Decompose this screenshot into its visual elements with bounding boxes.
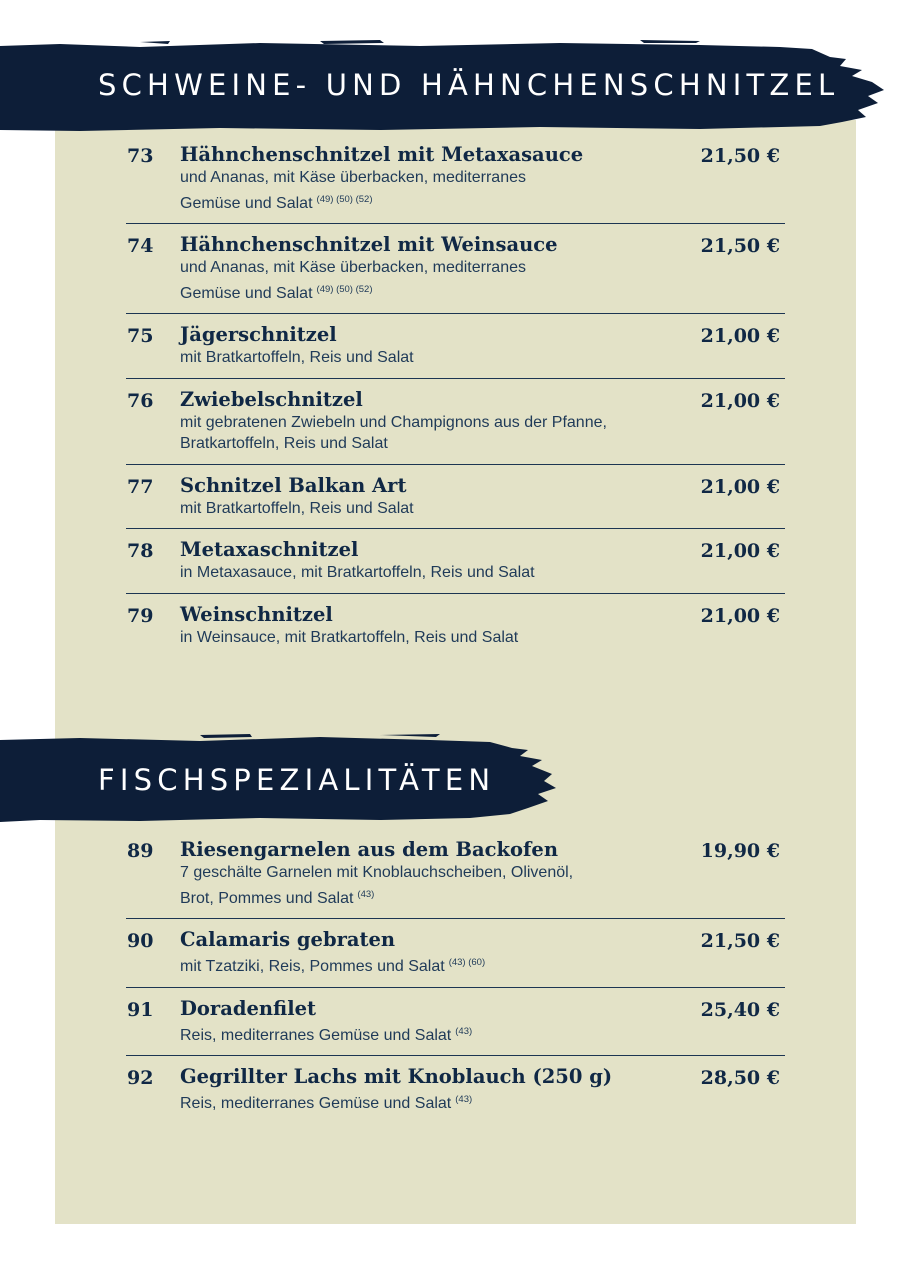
menu-list-fish xyxy=(126,829,785,1124)
menu-item xyxy=(126,379,785,465)
menu-item xyxy=(126,529,785,594)
item-price: 21,00 € xyxy=(700,325,780,347)
item-price: 21,50 € xyxy=(700,235,780,257)
item-name: Calamaris gebraten xyxy=(180,928,396,951)
item-description: Brot, Pommes und Salat $^{(43)}$ xyxy=(180,888,375,907)
item-number: 90 xyxy=(127,930,154,952)
section-title: SCHWEINE- UND HÄHNCHENSCHNITZEL xyxy=(98,68,840,102)
item-price: 28,50 € xyxy=(700,1067,780,1089)
menu-item xyxy=(126,988,785,1057)
menu-item xyxy=(126,594,785,658)
section-title: FISCHSPEZIALITÄTEN xyxy=(98,763,496,797)
item-allergens: (49) (50) (52) xyxy=(316,283,373,295)
item-allergens: (43) xyxy=(357,888,375,900)
menu-item xyxy=(126,1056,785,1124)
item-price: 19,90 € xyxy=(700,840,780,862)
item-price: 21,00 € xyxy=(700,475,780,498)
menu-item xyxy=(126,314,785,379)
item-number: 79 xyxy=(127,604,154,627)
item-description: Reis, mediterranes Gemüse und Salat $^{(43)}$ xyxy=(180,1094,473,1112)
item-number: 73 xyxy=(127,145,154,167)
menu-list-schnitzel xyxy=(126,134,785,657)
item-price: 21,00 € xyxy=(700,389,780,412)
item-number: 76 xyxy=(127,389,154,412)
item-name: Hähnchenschnitzel mit Metaxasauce xyxy=(180,143,584,166)
item-name: Riesengarnelen aus dem Backofen xyxy=(180,838,559,861)
item-name: Weinschnitzel xyxy=(180,602,333,626)
item-allergens: (49) (50) (52) xyxy=(316,193,373,205)
item-name: Gegrillter Lachs mit Knoblauch (250 g) xyxy=(180,1065,613,1088)
item-description: mit Bratkartoffeln, Reis und Salat xyxy=(180,499,414,517)
item-number: 91 xyxy=(127,998,154,1021)
item-price: 21,00 € xyxy=(700,540,780,562)
item-price: 21,50 € xyxy=(700,145,780,167)
item-description: in Metaxasauce, mit Bratkartoffeln, Reis und Salat xyxy=(180,564,535,581)
item-number: 75 xyxy=(127,325,154,347)
item-allergens: (43) xyxy=(455,1094,473,1105)
item-number: 77 xyxy=(127,475,154,498)
item-name: Metaxaschnitzel xyxy=(180,538,359,561)
item-description: und Ananas, mit Käse überbacken, mediterranes xyxy=(180,169,526,186)
item-name: Jägerschnitzel xyxy=(180,323,337,346)
item-description: Gemüse und Salat $^{(49) (50) (52)}$ xyxy=(180,193,373,212)
item-number: 92 xyxy=(127,1067,154,1089)
item-name: Hähnchenschnitzel mit Weinsauce xyxy=(180,233,558,256)
item-name: Zwiebelschnitzel xyxy=(180,387,363,411)
menu-item xyxy=(126,134,785,224)
item-name: Schnitzel Balkan Art xyxy=(180,473,407,497)
item-number: 78 xyxy=(127,540,154,562)
item-description: und Ananas, mit Käse überbacken, mediterranes xyxy=(180,259,526,276)
item-price: 21,00 € xyxy=(700,604,780,627)
item-description: 7 geschälte Garnelen mit Knoblauchscheiben, Olivenöl, xyxy=(180,864,574,881)
item-description: mit gebratenen Zwiebeln und Champignons aus der Pfanne, xyxy=(180,413,607,431)
menu-item xyxy=(126,829,785,919)
menu-item xyxy=(126,465,785,530)
item-description: Reis, mediterranes Gemüse und Salat $^{(43)}$ xyxy=(180,1025,473,1044)
item-name: Doradenfilet xyxy=(180,996,317,1020)
item-description: Bratkartoffeln, Reis und Salat xyxy=(180,435,388,452)
item-description: Gemüse und Salat $^{(49) (50) (52)}$ xyxy=(180,283,373,302)
item-number: 89 xyxy=(127,840,154,862)
item-description: mit Tzatziki, Reis, Pommes und Salat $^{(43) (60)}$ xyxy=(180,957,486,975)
item-description: mit Bratkartoffeln, Reis und Salat xyxy=(180,349,414,366)
item-price: 21,50 € xyxy=(700,930,780,952)
menu-item xyxy=(126,224,785,314)
item-description: in Weinsauce, mit Bratkartoffeln, Reis und Salat xyxy=(180,628,519,646)
item-number: 74 xyxy=(127,235,154,257)
item-allergens: (43) (60) xyxy=(448,957,486,968)
menu-item xyxy=(126,919,785,988)
item-price: 25,40 € xyxy=(700,998,780,1021)
item-allergens: (43) xyxy=(455,1025,473,1037)
